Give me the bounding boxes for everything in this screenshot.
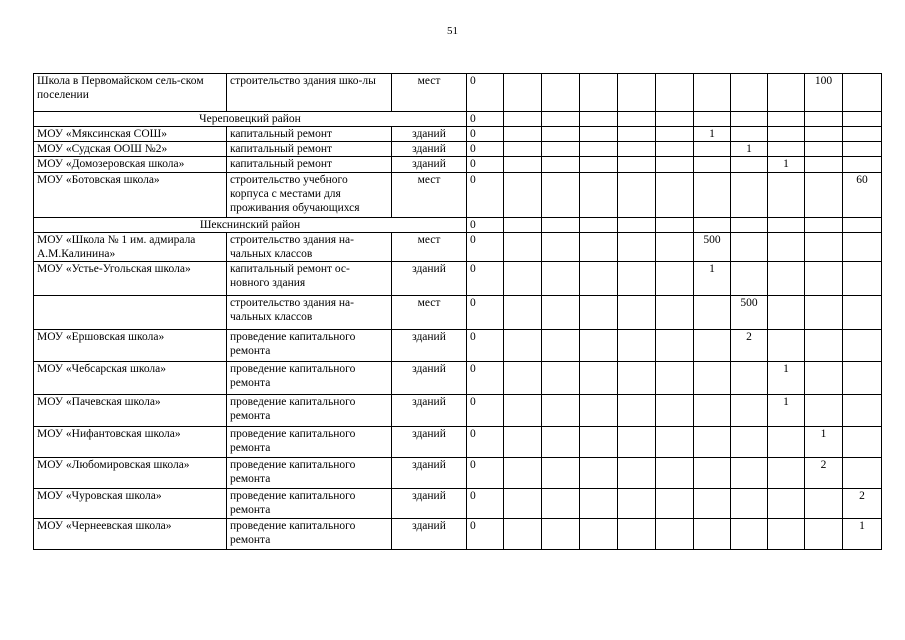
org-name-cell: МОУ «Мяксинская СОШ»: [34, 127, 227, 142]
table-row: [34, 74, 882, 112]
work-type-cell: проведение капитального ремонта: [227, 427, 392, 458]
value-cell: [618, 519, 656, 550]
unit-cell: зданий: [392, 262, 467, 296]
value-cell: [580, 296, 618, 330]
value-cell: [768, 233, 805, 262]
value-cell: [768, 427, 805, 458]
value-cell: [580, 489, 618, 519]
value-cell: [694, 519, 731, 550]
value-cell: [618, 296, 656, 330]
value-cell: [504, 362, 542, 395]
value-cell: [843, 427, 882, 458]
work-type-cell: проведение капитального ремонта: [227, 395, 392, 427]
value-cell: [768, 142, 805, 157]
value-cell: [694, 296, 731, 330]
value-cell: [656, 142, 694, 157]
value-cell: [656, 157, 694, 173]
value-cell: [656, 489, 694, 519]
unit-cell: мест: [392, 173, 467, 218]
value-cell: [542, 519, 580, 550]
value-cell: [843, 458, 882, 489]
work-type-cell: проведение капитального ремонта: [227, 330, 392, 362]
value-cell: [805, 173, 843, 218]
value-cell: [731, 395, 768, 427]
value-cell: [656, 395, 694, 427]
empty-cell: [843, 218, 882, 233]
org-name-cell: [34, 296, 227, 330]
value-cell: 1: [768, 362, 805, 395]
value-cell: [542, 395, 580, 427]
unit-cell: мест: [392, 296, 467, 330]
value-cell: [843, 157, 882, 173]
table-row: [34, 427, 882, 458]
district-name: Шекснинский район: [34, 218, 467, 233]
value-cell: [731, 362, 768, 395]
value-cell: [694, 142, 731, 157]
value-cell: [580, 262, 618, 296]
value-cell: [542, 330, 580, 362]
value-cell: [542, 74, 580, 112]
org-name-cell: МОУ «Устье-Угольская школа»: [34, 262, 227, 296]
base-value-cell: 0: [467, 296, 504, 330]
empty-cell: [618, 218, 656, 233]
value-cell: 1: [843, 519, 882, 550]
value-cell: [768, 489, 805, 519]
value-cell: [542, 362, 580, 395]
value-cell: [694, 173, 731, 218]
unit-cell: зданий: [392, 142, 467, 157]
value-cell: [504, 127, 542, 142]
value-cell: [731, 458, 768, 489]
value-cell: [504, 427, 542, 458]
table-row: [34, 173, 882, 218]
value-cell: [504, 262, 542, 296]
value-cell: [580, 330, 618, 362]
unit-cell: мест: [392, 233, 467, 262]
value-cell: [618, 74, 656, 112]
value-cell: [504, 142, 542, 157]
table-row: [34, 330, 882, 362]
value-cell: [580, 127, 618, 142]
value-cell: [542, 142, 580, 157]
empty-cell: [504, 218, 542, 233]
value-cell: 1: [805, 427, 843, 458]
value-cell: [768, 458, 805, 489]
base-value-cell: 0: [467, 489, 504, 519]
value-cell: [694, 362, 731, 395]
base-value-cell: 0: [467, 395, 504, 427]
value-cell: [504, 330, 542, 362]
value-cell: [656, 458, 694, 489]
value-cell: [580, 233, 618, 262]
value-cell: [768, 296, 805, 330]
value-cell: [504, 173, 542, 218]
value-cell: [731, 519, 768, 550]
value-cell: 1: [768, 157, 805, 173]
org-name-cell: МОУ «Чуровская школа»: [34, 489, 227, 519]
table-row: [34, 296, 882, 330]
org-name-cell: МОУ «Школа № 1 им. адмирала А.М.Калинина»: [34, 233, 227, 262]
unit-cell: зданий: [392, 330, 467, 362]
value-cell: [504, 233, 542, 262]
value-cell: [504, 296, 542, 330]
table-row: [34, 127, 882, 142]
value-cell: [843, 142, 882, 157]
value-cell: [542, 262, 580, 296]
value-cell: [843, 233, 882, 262]
value-cell: [694, 489, 731, 519]
value-cell: [805, 489, 843, 519]
value-cell: [656, 74, 694, 112]
value-cell: [618, 142, 656, 157]
value-cell: [805, 262, 843, 296]
value-cell: [542, 458, 580, 489]
value-cell: [843, 362, 882, 395]
value-cell: [656, 262, 694, 296]
empty-cell: [768, 218, 805, 233]
empty-cell: [805, 218, 843, 233]
value-cell: [768, 330, 805, 362]
value-cell: 2: [731, 330, 768, 362]
empty-cell: [731, 112, 768, 127]
empty-cell: [656, 218, 694, 233]
value-cell: 100: [805, 74, 843, 112]
base-value-cell: 0: [467, 218, 504, 233]
table-row: [34, 233, 882, 262]
work-type-cell: проведение капитального ремонта: [227, 362, 392, 395]
value-cell: [580, 173, 618, 218]
base-value-cell: 0: [467, 157, 504, 173]
empty-cell: [768, 112, 805, 127]
base-value-cell: 0: [467, 330, 504, 362]
value-cell: [618, 233, 656, 262]
work-type-cell: строительство здания на-чальных классов: [227, 296, 392, 330]
value-cell: [504, 519, 542, 550]
base-value-cell: 0: [467, 112, 504, 127]
value-cell: 2: [805, 458, 843, 489]
value-cell: [843, 296, 882, 330]
value-cell: [731, 489, 768, 519]
unit-cell: зданий: [392, 127, 467, 142]
value-cell: [504, 458, 542, 489]
value-cell: [768, 74, 805, 112]
empty-cell: [618, 112, 656, 127]
value-cell: [656, 519, 694, 550]
org-name-cell: МОУ «Любомировская школа»: [34, 458, 227, 489]
work-type-cell: капитальный ремонт: [227, 157, 392, 173]
value-cell: [618, 157, 656, 173]
org-name-cell: МОУ «Пачевская школа»: [34, 395, 227, 427]
value-cell: [618, 330, 656, 362]
work-type-cell: капитальный ремонт: [227, 127, 392, 142]
value-cell: [618, 362, 656, 395]
org-name-cell: МОУ «Нифантовская школа»: [34, 427, 227, 458]
unit-cell: зданий: [392, 157, 467, 173]
value-cell: [656, 330, 694, 362]
value-cell: [805, 519, 843, 550]
value-cell: [580, 519, 618, 550]
value-cell: [580, 362, 618, 395]
value-cell: [694, 427, 731, 458]
work-type-cell: капитальный ремонт: [227, 142, 392, 157]
value-cell: [618, 489, 656, 519]
table-row: [34, 489, 882, 519]
unit-cell: зданий: [392, 395, 467, 427]
value-cell: [731, 127, 768, 142]
value-cell: [542, 296, 580, 330]
value-cell: [542, 157, 580, 173]
value-cell: [843, 74, 882, 112]
value-cell: [656, 296, 694, 330]
work-type-cell: капитальный ремонт ос-новного здания: [227, 262, 392, 296]
value-cell: [768, 173, 805, 218]
value-cell: [580, 157, 618, 173]
base-value-cell: 0: [467, 173, 504, 218]
work-type-cell: проведение капитального ремонта: [227, 519, 392, 550]
table-row: [34, 142, 882, 157]
value-cell: [731, 262, 768, 296]
value-cell: [542, 127, 580, 142]
value-cell: [805, 127, 843, 142]
unit-cell: зданий: [392, 519, 467, 550]
value-cell: [580, 142, 618, 157]
value-cell: [694, 458, 731, 489]
value-cell: [618, 262, 656, 296]
value-cell: [805, 142, 843, 157]
table-row: [34, 362, 882, 395]
value-cell: [731, 233, 768, 262]
district-name: Череповецкий район: [34, 112, 467, 127]
empty-cell: [805, 112, 843, 127]
work-type-cell: проведение капитального ремонта: [227, 489, 392, 519]
base-value-cell: 0: [467, 458, 504, 489]
value-cell: [504, 395, 542, 427]
empty-cell: [694, 218, 731, 233]
value-cell: [805, 395, 843, 427]
value-cell: [618, 127, 656, 142]
unit-cell: зданий: [392, 362, 467, 395]
value-cell: [656, 173, 694, 218]
value-cell: [656, 127, 694, 142]
org-name-cell: МОУ «Ботовская школа»: [34, 173, 227, 218]
value-cell: 500: [731, 296, 768, 330]
value-cell: 1: [694, 262, 731, 296]
empty-cell: [542, 218, 580, 233]
value-cell: [843, 127, 882, 142]
value-cell: [768, 127, 805, 142]
value-cell: [805, 296, 843, 330]
table-row: [34, 519, 882, 550]
value-cell: [656, 233, 694, 262]
empty-cell: [694, 112, 731, 127]
table-row: [34, 262, 882, 296]
table-row: [34, 458, 882, 489]
value-cell: [542, 233, 580, 262]
base-value-cell: 0: [467, 142, 504, 157]
base-value-cell: 0: [467, 519, 504, 550]
value-cell: [694, 74, 731, 112]
value-cell: [731, 427, 768, 458]
table-row: [34, 395, 882, 427]
value-cell: [618, 395, 656, 427]
value-cell: 2: [843, 489, 882, 519]
base-value-cell: 0: [467, 262, 504, 296]
org-name-cell: МОУ «Судская ООШ №2»: [34, 142, 227, 157]
org-name-cell: МОУ «Ершовская школа»: [34, 330, 227, 362]
district-row: [34, 218, 882, 233]
district-row: [34, 112, 882, 127]
value-cell: [843, 395, 882, 427]
value-cell: 1: [731, 142, 768, 157]
base-value-cell: 0: [467, 427, 504, 458]
value-cell: 60: [843, 173, 882, 218]
table-body: [34, 74, 882, 550]
base-value-cell: 0: [467, 74, 504, 112]
base-value-cell: 0: [467, 362, 504, 395]
value-cell: [805, 157, 843, 173]
value-cell: [542, 489, 580, 519]
value-cell: [768, 519, 805, 550]
org-name-cell: МОУ «Чебсарская школа»: [34, 362, 227, 395]
value-cell: [580, 427, 618, 458]
work-type-cell: проведение капитального ремонта: [227, 458, 392, 489]
value-cell: [843, 262, 882, 296]
unit-cell: зданий: [392, 427, 467, 458]
program-table: [33, 73, 882, 550]
empty-cell: [542, 112, 580, 127]
value-cell: 1: [768, 395, 805, 427]
value-cell: [694, 395, 731, 427]
value-cell: [731, 173, 768, 218]
value-cell: [694, 330, 731, 362]
value-cell: [618, 427, 656, 458]
value-cell: [805, 362, 843, 395]
empty-cell: [731, 218, 768, 233]
value-cell: [580, 395, 618, 427]
empty-cell: [656, 112, 694, 127]
value-cell: [843, 330, 882, 362]
org-name-cell: Школа в Первомайском сель-ском поселении: [34, 74, 227, 112]
value-cell: [618, 458, 656, 489]
value-cell: [542, 173, 580, 218]
table-row: [34, 157, 882, 173]
value-cell: [618, 173, 656, 218]
empty-cell: [580, 112, 618, 127]
work-type-cell: строительство учебного корпуса с местами для проживания обучающихся: [227, 173, 392, 218]
empty-cell: [504, 112, 542, 127]
value-cell: [580, 74, 618, 112]
value-cell: [731, 74, 768, 112]
value-cell: [805, 330, 843, 362]
work-type-cell: строительство здания на-чальных классов: [227, 233, 392, 262]
value-cell: [656, 427, 694, 458]
value-cell: [580, 458, 618, 489]
value-cell: 1: [694, 127, 731, 142]
empty-cell: [580, 218, 618, 233]
unit-cell: зданий: [392, 458, 467, 489]
value-cell: 500: [694, 233, 731, 262]
work-type-cell: строительство здания шко-лы: [227, 74, 392, 112]
value-cell: [504, 157, 542, 173]
unit-cell: зданий: [392, 489, 467, 519]
value-cell: [731, 157, 768, 173]
value-cell: [656, 362, 694, 395]
value-cell: [542, 427, 580, 458]
value-cell: [805, 233, 843, 262]
base-value-cell: 0: [467, 127, 504, 142]
org-name-cell: МОУ «Домозеровская школа»: [34, 157, 227, 173]
value-cell: [504, 489, 542, 519]
value-cell: [694, 157, 731, 173]
base-value-cell: 0: [467, 233, 504, 262]
value-cell: [768, 262, 805, 296]
page-number: 51: [447, 25, 458, 37]
unit-cell: мест: [392, 74, 467, 112]
value-cell: [504, 74, 542, 112]
org-name-cell: МОУ «Чернеевская школа»: [34, 519, 227, 550]
empty-cell: [843, 112, 882, 127]
